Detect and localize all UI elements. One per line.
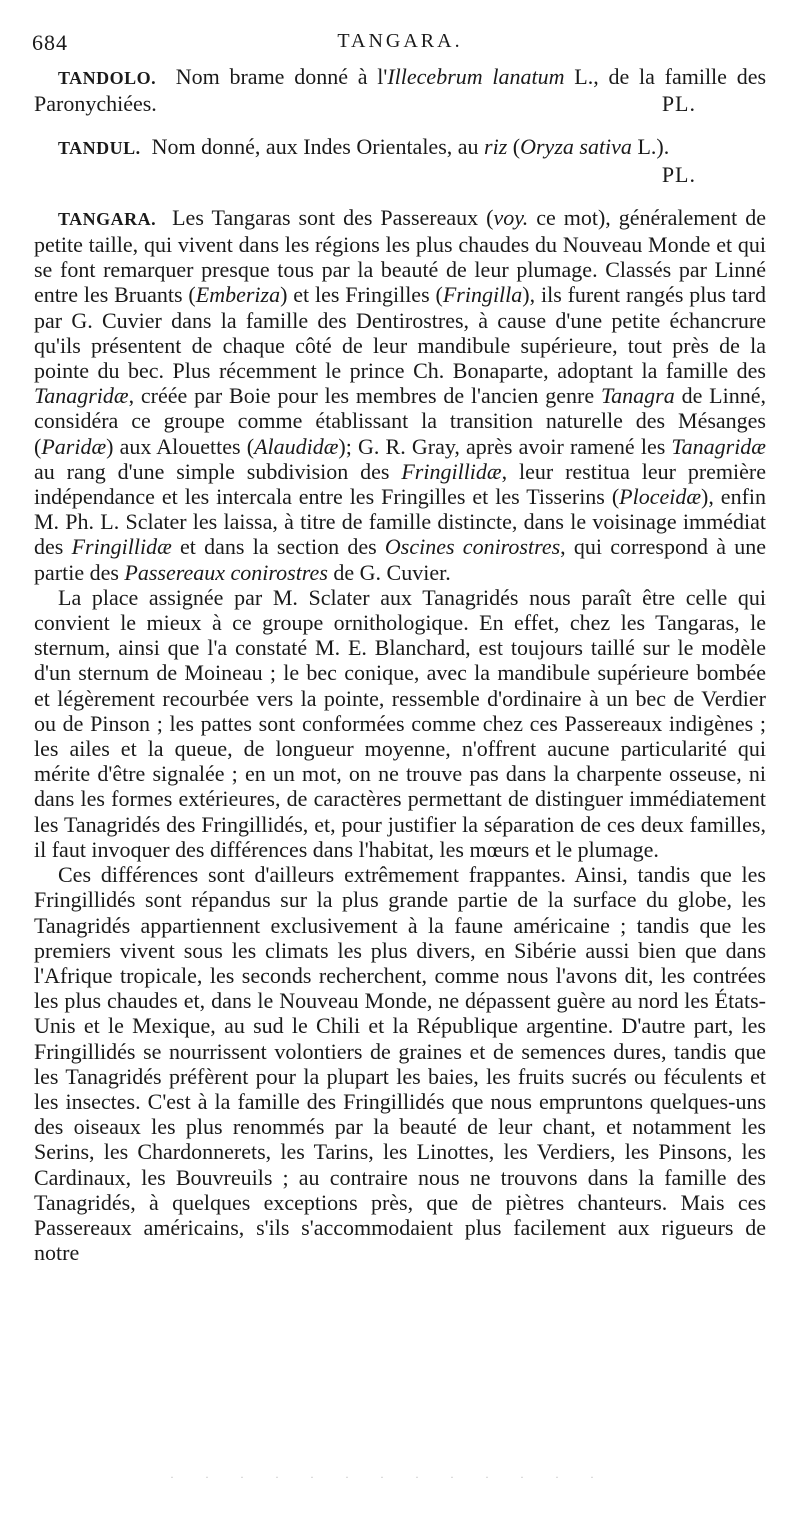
entry-headword: TANGARA. xyxy=(58,208,157,229)
author-signature: PL. xyxy=(661,91,696,117)
text-run: ) et les Fringilles ( xyxy=(280,282,443,308)
text-run: ); G. R. Gray, après avoir ramené les xyxy=(338,433,672,459)
taxon-name: Fringillidæ xyxy=(401,458,502,484)
taxon-name: Alaudidæ xyxy=(254,433,339,459)
text-run: ce mot), généralement de petite taille, qui vivent dans les régions les plus chaudes du Nouveau Monde et qui se font remarquer presque tous par la beauté de leur plumage. Classés par Linné entre les Bruants ( xyxy=(34,204,766,308)
text-run: de Linné, considéra ce groupe comme établissant la transition naturelle des Mésanges ( xyxy=(34,383,766,459)
entry-headword: TANDOLO. xyxy=(58,68,157,88)
text-run: L.). xyxy=(631,134,670,160)
taxon-name: Tanagridæ xyxy=(34,383,129,409)
text-run: ) aux Alouettes ( xyxy=(106,433,255,459)
text-run: au rang d'une simple subdivision des xyxy=(34,458,402,484)
taxon-name: Ploceidæ xyxy=(619,484,702,510)
entry-paragraph xyxy=(34,134,766,161)
text-run: ), ils furent rangés plus tard par G. Cuvier dans la famille des Dentirostres, à cause d'une petite échancrure qu'ils présentent de chaque côté de leur mandibule supérieure, tout près de la pointe du bec. Plus récemment le prince Ch. Bonaparte, adoptant la famille des xyxy=(34,282,767,384)
taxon-name: Paridæ xyxy=(41,433,107,459)
body-paragraph: La place assignée par M. Sclater aux Tanagridés nous paraît être celle qui convient le mieux à ce groupe ornithologique. En effet, chez les Tangaras, le sternum, ainsi que l'a constaté M. E. Blanchard, est toujours taillé sur le modèle d'un sternum de Moineau ; le bec conique, avec la mandibule supérieure bombée et légèrement recourbée vers la pointe, ressemble d'ordinaire à un bec de Verdier ou de Pinson ; les pattes sont conformées comme chez ces Passereaux indigènes ; les ailes et la queue, de longueur moyenne, n'offrent aucune particularité qui mérite d'être signalée ; en un mot, on ne trouve pas dans la charpente osseuse, ni dans les formes extérieures, de caractères permettant de distinguer immédiatement les Tanagridés des Fringillidés, et, pour justifier la séparation de ces deux familles, il faut invoquer des différences dans l'habitat, les mœurs et le plumage. xyxy=(34,584,766,862)
running-head: TANGARA. xyxy=(337,30,463,52)
taxon-name: Passereaux conirostres xyxy=(124,559,328,585)
taxon-name: Fringillidæ xyxy=(71,534,172,560)
taxon-name: Oscines conirostres xyxy=(384,534,561,560)
text-run: ( xyxy=(507,134,521,160)
text-run: Nom brame donné à l' xyxy=(175,64,388,89)
footer-print-marks: · · · · · · · · · · · · · xyxy=(170,1470,608,1484)
text-run: ), enfin M. Ph. L. Sclater les laissa, à titre de famille distincte, dans le voisinage immédiat des xyxy=(34,484,767,560)
text-run: Nom donné, aux Indes Orientales, au xyxy=(151,134,485,160)
taxon-name: Oryza sativa xyxy=(520,134,632,160)
body-paragraph: Ces différences sont d'ailleurs extrêmement frappantes. Ainsi, tandis que les Fringillidés sont répandus sur la plus grande partie de la surface du globe, les Tanagridés appartiennent exclusivement à la faune américaine ; tandis que les premiers vivent sous les climats les plus divers, en Sibérie aussi bien que dans l'Afrique tropicale, les seconds recherchent, comme nous l'avons dit, les contrées les plus chaudes et, dans le Nouveau Monde, ne dépassent guère au nord les États-Unis et le Mexique, au sud le Chili et la République argentine. D'autre part, les Fringillidés se nourrissent volontiers de graines et de semences dures, tandis que les Tanagridés préfèrent pour la plupart les baies, les fruits sucrés ou féculents et les insectes. C'est à la famille des Fringillidés que nous empruntons quelques-uns des oiseaux les plus renommés par la beauté de leur chant, et notamment les Serins, les Chardonnerets, les Tarins, les Linottes, les Verdiers, les Pinsons, les Cardinaux, les Bouvreuils ; au contraire nous ne trouvons dans la famille des Tanagridés, à quelques exceptions près, que de piètres chanteurs. Mais ces Passereaux américains, s'ils s'accommodaient plus facilement aux rigueurs de notre xyxy=(34,862,766,1266)
entry-paragraph xyxy=(34,205,766,585)
abbrev-voy: voy. xyxy=(493,204,529,230)
taxon-name: Emberiza xyxy=(195,282,281,308)
text-run: de G. Cuvier. xyxy=(327,559,451,585)
text-run: et dans la section des xyxy=(171,534,385,560)
taxon-name: Tanagridæ xyxy=(671,433,766,459)
entry-tangara xyxy=(34,205,766,1266)
taxon-name: Tanagra xyxy=(600,383,675,409)
page-number: 684 xyxy=(32,30,68,55)
page-body xyxy=(34,64,766,1265)
taxon-name: Illecebrum lanatum xyxy=(387,64,565,89)
author-signature: PL. xyxy=(661,161,696,187)
text-run: , créée par Boie pour les membres de l'ancien genre xyxy=(128,383,601,409)
text-run: L., de la famille des Paronychiées. xyxy=(34,64,767,117)
entry-tandolo xyxy=(34,64,766,116)
entry-tandul xyxy=(34,134,766,186)
entry-paragraph xyxy=(34,64,766,116)
entry-headword: TANDUL. xyxy=(58,138,141,159)
text-run: Les Tangaras sont des Passereaux ( xyxy=(172,204,494,230)
taxon-name: riz xyxy=(484,134,508,160)
text-run: , leur restitua leur première indépendance et les intercala entre les Fringilles et les Tisserins ( xyxy=(34,458,766,510)
text-run: , qui correspond à une partie des xyxy=(34,534,766,585)
taxon-name: Fringilla xyxy=(442,282,523,308)
